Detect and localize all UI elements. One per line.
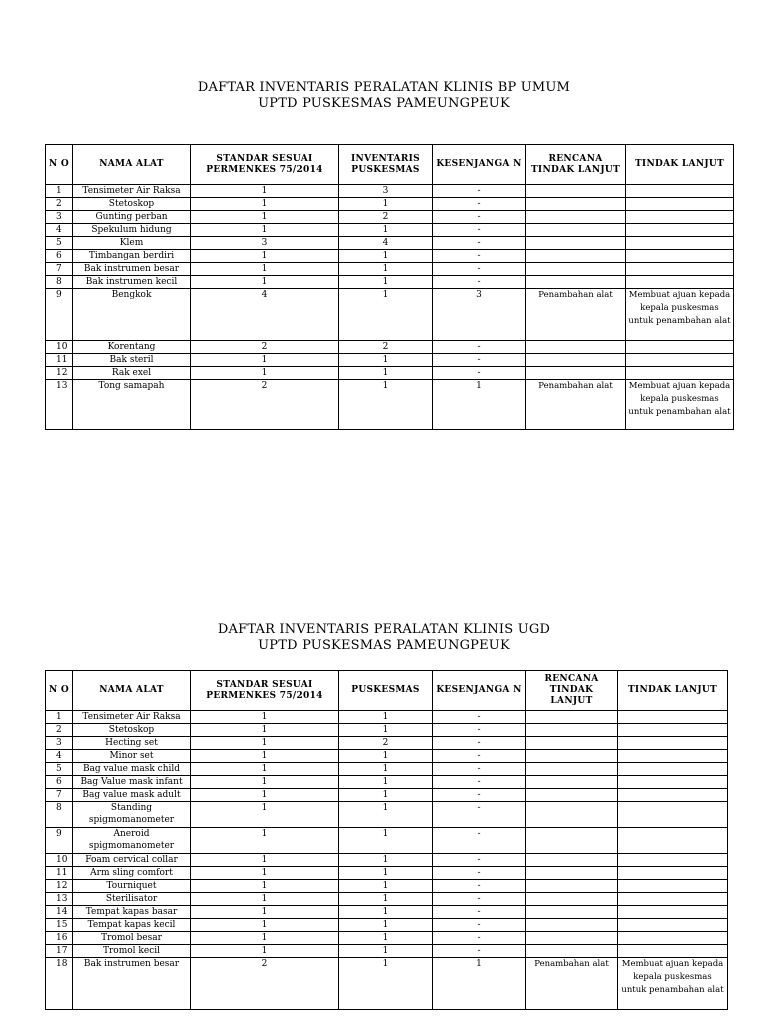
table-row bbox=[46, 789, 728, 802]
cell-standar: 2 bbox=[191, 958, 339, 1010]
cell-no: 4 bbox=[46, 224, 73, 237]
cell-kesenjangan: - bbox=[433, 932, 526, 945]
cell-inventaris: 1 bbox=[339, 945, 433, 958]
table-row bbox=[46, 854, 728, 867]
table-row bbox=[46, 867, 728, 880]
cell-inventaris: 1 bbox=[339, 263, 433, 276]
cell-inventaris: 4 bbox=[339, 237, 433, 250]
header-puskesmas: PUSKESMAS bbox=[339, 671, 433, 711]
cell-kesenjangan: - bbox=[433, 789, 526, 802]
cell-no: 13 bbox=[46, 893, 73, 906]
cell-kesenjangan: - bbox=[433, 276, 526, 289]
cell-tindak-lanjut bbox=[618, 828, 728, 854]
cell-tindak-lanjut bbox=[626, 341, 734, 354]
cell-rencana bbox=[526, 893, 618, 906]
cell-rencana bbox=[526, 711, 618, 724]
cell-standar: 3 bbox=[191, 237, 339, 250]
cell-kesenjangan: - bbox=[433, 776, 526, 789]
header-kesenjangan: KESENJANGA N bbox=[433, 145, 526, 185]
cell-inventaris: 1 bbox=[339, 958, 433, 1010]
cell-no: 11 bbox=[46, 867, 73, 880]
table-row bbox=[46, 763, 728, 776]
table-row bbox=[46, 341, 734, 354]
cell-standar: 1 bbox=[191, 211, 339, 224]
cell-standar: 1 bbox=[191, 828, 339, 854]
cell-standar: 1 bbox=[191, 867, 339, 880]
cell-no: 6 bbox=[46, 250, 73, 263]
cell-rencana bbox=[526, 341, 626, 354]
cell-inventaris: 3 bbox=[339, 185, 433, 198]
table-row bbox=[46, 354, 734, 367]
cell-kesenjangan: - bbox=[433, 919, 526, 932]
cell-standar: 1 bbox=[191, 945, 339, 958]
cell-nama-alat: Hecting set bbox=[73, 737, 191, 750]
cell-tindak-lanjut bbox=[626, 198, 734, 211]
cell-inventaris: 1 bbox=[339, 763, 433, 776]
cell-inventaris: 1 bbox=[339, 906, 433, 919]
cell-nama-alat: Gunting perban bbox=[73, 211, 191, 224]
cell-standar: 1 bbox=[191, 893, 339, 906]
table-row bbox=[46, 750, 728, 763]
cell-inventaris: 2 bbox=[339, 341, 433, 354]
cell-kesenjangan: - bbox=[433, 211, 526, 224]
cell-rencana bbox=[526, 828, 618, 854]
section1-title-line1: DAFTAR INVENTARIS PERALATAN KLINIS BP UMUM bbox=[197, 80, 571, 95]
cell-nama-alat: Tromol besar bbox=[73, 932, 191, 945]
cell-rencana bbox=[526, 224, 626, 237]
cell-kesenjangan: - bbox=[433, 224, 526, 237]
cell-standar: 2 bbox=[191, 380, 339, 430]
ugd-inventory-table bbox=[45, 670, 728, 1010]
cell-rencana bbox=[526, 802, 618, 828]
cell-nama-alat: Arm sling comfort bbox=[73, 867, 191, 880]
cell-inventaris: 1 bbox=[339, 224, 433, 237]
cell-no: 12 bbox=[46, 880, 73, 893]
cell-inventaris: 1 bbox=[339, 354, 433, 367]
cell-rencana bbox=[526, 198, 626, 211]
cell-tindak-lanjut bbox=[618, 854, 728, 867]
cell-kesenjangan: - bbox=[433, 945, 526, 958]
cell-inventaris: 1 bbox=[339, 880, 433, 893]
cell-kesenjangan: - bbox=[433, 750, 526, 763]
cell-inventaris: 1 bbox=[339, 919, 433, 932]
table-row bbox=[46, 224, 734, 237]
cell-kesenjangan: - bbox=[433, 711, 526, 724]
cell-nama-alat: Minor set bbox=[73, 750, 191, 763]
cell-tindak-lanjut bbox=[626, 185, 734, 198]
table-row bbox=[46, 237, 734, 250]
cell-rencana bbox=[526, 789, 618, 802]
cell-standar: 1 bbox=[191, 276, 339, 289]
cell-rencana bbox=[526, 763, 618, 776]
cell-standar: 1 bbox=[191, 185, 339, 198]
cell-tindak-lanjut bbox=[618, 906, 728, 919]
cell-kesenjangan: - bbox=[433, 367, 526, 380]
cell-standar: 1 bbox=[191, 802, 339, 828]
cell-no: 15 bbox=[46, 919, 73, 932]
cell-nama-alat: Tensimeter Air Raksa bbox=[73, 185, 191, 198]
cell-standar: 1 bbox=[191, 263, 339, 276]
bp-umum-inventory-table bbox=[45, 144, 734, 430]
table-row bbox=[46, 932, 728, 945]
cell-no: 3 bbox=[46, 737, 73, 750]
cell-standar: 1 bbox=[191, 737, 339, 750]
cell-nama-alat: Tong samapah bbox=[73, 380, 191, 430]
table-row bbox=[46, 724, 728, 737]
header-nama-alat: NAMA ALAT bbox=[73, 145, 191, 185]
cell-standar: 1 bbox=[191, 750, 339, 763]
header-nama-alat: NAMA ALAT bbox=[73, 671, 191, 711]
header-no: N O bbox=[46, 145, 73, 185]
cell-kesenjangan: - bbox=[433, 906, 526, 919]
cell-inventaris: 1 bbox=[339, 276, 433, 289]
cell-rencana: Penambahan alat bbox=[526, 289, 626, 341]
cell-inventaris: 1 bbox=[339, 380, 433, 430]
cell-kesenjangan: - bbox=[433, 250, 526, 263]
cell-tindak-lanjut bbox=[626, 276, 734, 289]
cell-standar: 2 bbox=[191, 341, 339, 354]
cell-tindak-lanjut bbox=[618, 763, 728, 776]
header-rencana: RENCANA TINDAK LANJUT bbox=[526, 671, 618, 711]
cell-standar: 1 bbox=[191, 367, 339, 380]
cell-no: 10 bbox=[46, 341, 73, 354]
cell-rencana bbox=[526, 932, 618, 945]
cell-rencana bbox=[526, 906, 618, 919]
cell-no: 9 bbox=[46, 828, 73, 854]
cell-no: 13 bbox=[46, 380, 73, 430]
cell-no: 10 bbox=[46, 854, 73, 867]
cell-standar: 1 bbox=[191, 789, 339, 802]
cell-standar: 1 bbox=[191, 724, 339, 737]
table-row bbox=[46, 185, 734, 198]
cell-nama-alat: Spekulum hidung bbox=[73, 224, 191, 237]
header-inventaris: INVENTARIS PUSKESMAS bbox=[339, 145, 433, 185]
table-header-row bbox=[46, 145, 734, 185]
table-row bbox=[46, 276, 734, 289]
cell-standar: 1 bbox=[191, 880, 339, 893]
table-row bbox=[46, 776, 728, 789]
cell-kesenjangan: - bbox=[433, 893, 526, 906]
cell-tindak-lanjut bbox=[618, 893, 728, 906]
cell-inventaris: 1 bbox=[339, 893, 433, 906]
cell-inventaris: 1 bbox=[339, 828, 433, 854]
cell-rencana bbox=[526, 867, 618, 880]
cell-inventaris: 1 bbox=[339, 776, 433, 789]
cell-nama-alat: Sterilisator bbox=[73, 893, 191, 906]
cell-kesenjangan: - bbox=[433, 237, 526, 250]
cell-standar: 1 bbox=[191, 906, 339, 919]
cell-no: 18 bbox=[46, 958, 73, 1010]
header-standar: STANDAR SESUAI PERMENKES 75/2014 bbox=[191, 671, 339, 711]
cell-nama-alat: Aneroid spigmomanometer bbox=[73, 828, 191, 854]
cell-rencana bbox=[526, 237, 626, 250]
cell-kesenjangan: 1 bbox=[433, 958, 526, 1010]
cell-rencana bbox=[526, 724, 618, 737]
table-row bbox=[46, 893, 728, 906]
cell-nama-alat: Tempat kapas basar bbox=[73, 906, 191, 919]
cell-no: 7 bbox=[46, 263, 73, 276]
cell-tindak-lanjut bbox=[618, 919, 728, 932]
cell-kesenjangan: - bbox=[433, 185, 526, 198]
cell-no: 9 bbox=[46, 289, 73, 341]
cell-nama-alat: Rak exel bbox=[73, 367, 191, 380]
cell-inventaris: 2 bbox=[339, 211, 433, 224]
table-row bbox=[46, 802, 728, 828]
cell-no: 1 bbox=[46, 185, 73, 198]
cell-standar: 1 bbox=[191, 854, 339, 867]
cell-kesenjangan: - bbox=[433, 802, 526, 828]
header-kesenjangan: KESENJANGA N bbox=[433, 671, 526, 711]
cell-nama-alat: Bag value mask adult bbox=[73, 789, 191, 802]
header-tindak-lanjut: TINDAK LANJUT bbox=[626, 145, 734, 185]
cell-nama-alat: Bengkok bbox=[73, 289, 191, 341]
cell-tindak-lanjut bbox=[618, 932, 728, 945]
cell-inventaris: 1 bbox=[339, 802, 433, 828]
cell-no: 14 bbox=[46, 906, 73, 919]
cell-inventaris: 1 bbox=[339, 289, 433, 341]
cell-nama-alat: Korentang bbox=[73, 341, 191, 354]
cell-rencana bbox=[526, 854, 618, 867]
cell-standar: 1 bbox=[191, 250, 339, 263]
cell-no: 6 bbox=[46, 776, 73, 789]
cell-nama-alat: Tromol kecil bbox=[73, 945, 191, 958]
cell-rencana bbox=[526, 367, 626, 380]
cell-standar: 1 bbox=[191, 763, 339, 776]
cell-nama-alat: Standing spigmomanometer bbox=[73, 802, 191, 828]
cell-no: 2 bbox=[46, 724, 73, 737]
cell-nama-alat: Stetoskop bbox=[73, 198, 191, 211]
cell-no: 2 bbox=[46, 198, 73, 211]
cell-tindak-lanjut bbox=[626, 263, 734, 276]
cell-no: 16 bbox=[46, 932, 73, 945]
table-row bbox=[46, 250, 734, 263]
cell-inventaris: 1 bbox=[339, 367, 433, 380]
cell-nama-alat: Tourniquet bbox=[73, 880, 191, 893]
cell-standar: 1 bbox=[191, 776, 339, 789]
table-header-row bbox=[46, 671, 728, 711]
table-row bbox=[46, 737, 728, 750]
cell-kesenjangan: - bbox=[433, 198, 526, 211]
cell-tindak-lanjut: Membuat ajuan kepada kepala puskesmas untuk penambahan alat bbox=[626, 380, 734, 430]
cell-rencana bbox=[526, 354, 626, 367]
cell-inventaris: 1 bbox=[339, 867, 433, 880]
section2-title-line2: UPTD PUSKESMAS PAMEUNGPEUK bbox=[258, 638, 510, 653]
cell-kesenjangan: - bbox=[433, 724, 526, 737]
cell-standar: 1 bbox=[191, 224, 339, 237]
cell-tindak-lanjut bbox=[618, 880, 728, 893]
cell-rencana bbox=[526, 250, 626, 263]
cell-inventaris: 1 bbox=[339, 250, 433, 263]
cell-no: 7 bbox=[46, 789, 73, 802]
cell-tindak-lanjut bbox=[618, 802, 728, 828]
cell-inventaris: 1 bbox=[339, 711, 433, 724]
table-row bbox=[46, 380, 734, 430]
table-row bbox=[46, 919, 728, 932]
cell-no: 4 bbox=[46, 750, 73, 763]
cell-nama-alat: Bak steril bbox=[73, 354, 191, 367]
cell-inventaris: 1 bbox=[339, 198, 433, 211]
cell-kesenjangan: - bbox=[433, 763, 526, 776]
cell-no: 8 bbox=[46, 276, 73, 289]
cell-no: 1 bbox=[46, 711, 73, 724]
header-tindak-lanjut: TINDAK LANJUT bbox=[618, 671, 728, 711]
table-row bbox=[46, 289, 734, 341]
cell-standar: 1 bbox=[191, 198, 339, 211]
cell-rencana bbox=[526, 919, 618, 932]
cell-rencana bbox=[526, 945, 618, 958]
header-standar: STANDAR SESUAI PERMENKES 75/2014 bbox=[191, 145, 339, 185]
cell-tindak-lanjut: Membuat ajuan kepada kepala puskesmas untuk penambahan alat bbox=[618, 958, 728, 1010]
cell-no: 5 bbox=[46, 763, 73, 776]
table-row bbox=[46, 945, 728, 958]
cell-kesenjangan: - bbox=[433, 341, 526, 354]
cell-tindak-lanjut: Membuat ajuan kepada kepala puskesmas untuk penambahan alat bbox=[626, 289, 734, 341]
cell-inventaris: 2 bbox=[339, 737, 433, 750]
cell-tindak-lanjut bbox=[618, 867, 728, 880]
cell-kesenjangan: - bbox=[433, 263, 526, 276]
cell-rencana bbox=[526, 185, 626, 198]
cell-standar: 1 bbox=[191, 919, 339, 932]
cell-kesenjangan: - bbox=[433, 854, 526, 867]
cell-nama-alat: Bag Value mask infant bbox=[73, 776, 191, 789]
table-row bbox=[46, 828, 728, 854]
table-row bbox=[46, 198, 734, 211]
cell-nama-alat: Timbangan berdiri bbox=[73, 250, 191, 263]
cell-tindak-lanjut bbox=[618, 750, 728, 763]
cell-standar: 4 bbox=[191, 289, 339, 341]
cell-nama-alat: Bag value mask child bbox=[73, 763, 191, 776]
cell-tindak-lanjut bbox=[618, 737, 728, 750]
cell-nama-alat: Bak instrumen kecil bbox=[73, 276, 191, 289]
cell-tindak-lanjut bbox=[618, 776, 728, 789]
cell-rencana: Penambahan alat bbox=[526, 380, 626, 430]
table-row bbox=[46, 880, 728, 893]
cell-standar: 1 bbox=[191, 932, 339, 945]
cell-kesenjangan: - bbox=[433, 880, 526, 893]
cell-rencana bbox=[526, 880, 618, 893]
cell-nama-alat: Bak instrumen besar bbox=[73, 263, 191, 276]
table-row bbox=[46, 367, 734, 380]
cell-rencana bbox=[526, 263, 626, 276]
cell-inventaris: 1 bbox=[339, 854, 433, 867]
table-row bbox=[46, 211, 734, 224]
cell-kesenjangan: - bbox=[433, 737, 526, 750]
cell-rencana bbox=[526, 737, 618, 750]
cell-tindak-lanjut bbox=[618, 724, 728, 737]
cell-tindak-lanjut bbox=[618, 945, 728, 958]
table-row bbox=[46, 958, 728, 1010]
cell-nama-alat: Tensimeter Air Raksa bbox=[73, 711, 191, 724]
cell-kesenjangan: 1 bbox=[433, 380, 526, 430]
cell-no: 11 bbox=[46, 354, 73, 367]
table-row bbox=[46, 263, 734, 276]
cell-rencana: Penambahan alat bbox=[526, 958, 618, 1010]
cell-inventaris: 1 bbox=[339, 750, 433, 763]
cell-standar: 1 bbox=[191, 354, 339, 367]
cell-no: 12 bbox=[46, 367, 73, 380]
cell-nama-alat: Stetoskop bbox=[73, 724, 191, 737]
cell-kesenjangan: - bbox=[433, 828, 526, 854]
table-row bbox=[46, 906, 728, 919]
cell-tindak-lanjut bbox=[626, 354, 734, 367]
cell-tindak-lanjut bbox=[618, 711, 728, 724]
header-no: N O bbox=[46, 671, 73, 711]
cell-inventaris: 1 bbox=[339, 789, 433, 802]
cell-inventaris: 1 bbox=[339, 724, 433, 737]
cell-nama-alat: Foam cervical collar bbox=[73, 854, 191, 867]
cell-inventaris: 1 bbox=[339, 932, 433, 945]
cell-rencana bbox=[526, 750, 618, 763]
cell-no: 8 bbox=[46, 802, 73, 828]
cell-no: 5 bbox=[46, 237, 73, 250]
cell-tindak-lanjut bbox=[626, 367, 734, 380]
cell-nama-alat: Klem bbox=[73, 237, 191, 250]
header-rencana: RENCANA TINDAK LANJUT bbox=[526, 145, 626, 185]
cell-nama-alat: Bak instrumen besar bbox=[73, 958, 191, 1010]
section2-title-line1: DAFTAR INVENTARIS PERALATAN KLINIS UGD bbox=[217, 622, 551, 637]
cell-tindak-lanjut bbox=[626, 224, 734, 237]
cell-tindak-lanjut bbox=[626, 211, 734, 224]
cell-rencana bbox=[526, 776, 618, 789]
section1-title-line2: UPTD PUSKESMAS PAMEUNGPEUK bbox=[258, 96, 510, 111]
cell-tindak-lanjut bbox=[626, 237, 734, 250]
cell-kesenjangan: - bbox=[433, 354, 526, 367]
cell-kesenjangan: 3 bbox=[433, 289, 526, 341]
cell-tindak-lanjut bbox=[618, 789, 728, 802]
table-row bbox=[46, 711, 728, 724]
cell-tindak-lanjut bbox=[626, 250, 734, 263]
cell-no: 3 bbox=[46, 211, 73, 224]
cell-rencana bbox=[526, 211, 626, 224]
cell-rencana bbox=[526, 276, 626, 289]
cell-no: 17 bbox=[46, 945, 73, 958]
cell-nama-alat: Tempat kapas kecil bbox=[73, 919, 191, 932]
cell-standar: 1 bbox=[191, 711, 339, 724]
cell-kesenjangan: - bbox=[433, 867, 526, 880]
